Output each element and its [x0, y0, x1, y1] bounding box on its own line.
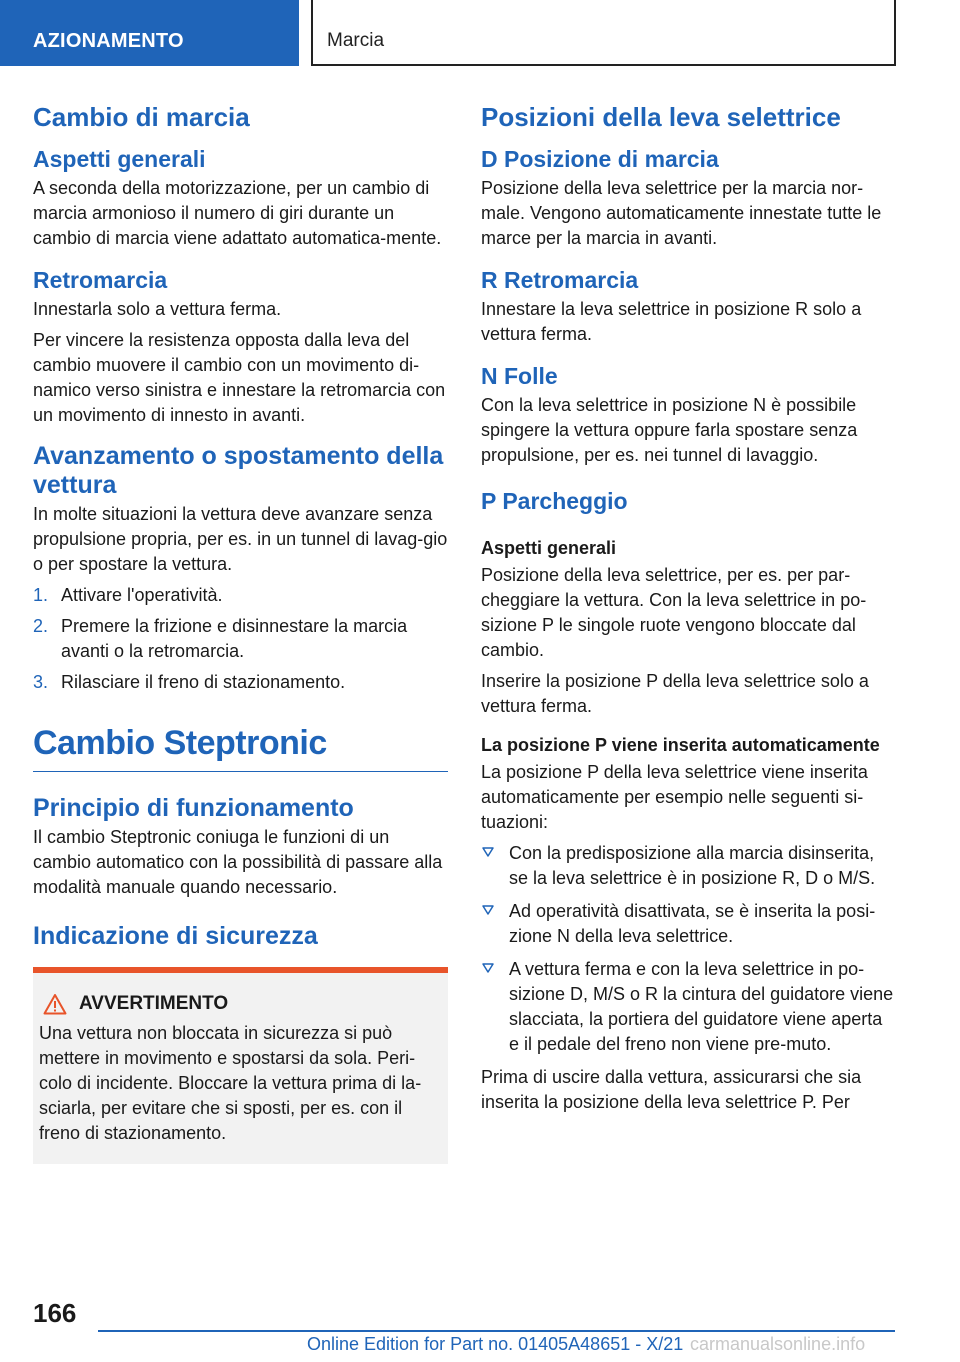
- chapter-title-steptronic: Cambio Steptronic: [33, 721, 448, 772]
- page-number: 166: [33, 1298, 77, 1328]
- list-item: [33, 614, 448, 664]
- step-text: Premere la frizione e disinnestare la marcia avanti o la retromarcia.: [61, 616, 408, 661]
- triangle-bullet-icon: [481, 961, 495, 975]
- right-column: [481, 100, 896, 1121]
- paragraph-p-final: Prima di uscire dalla vettura, assicurarsi che sia inserita la posizione della leva selettrice P. Per: [481, 1067, 862, 1112]
- footer-watermark: carmanualsonline.info: [690, 1334, 866, 1354]
- page-header: [0, 0, 960, 66]
- bullet-text: Ad operatività disattivata, se è inserita la posi-zione N della leva selettrice.: [509, 901, 876, 946]
- paragraph-general: A seconda della motorizzazione, per un cambio di marcia armonioso il numero di giri durante un cambio di marcia viene adattato automatica-mente.: [33, 178, 442, 248]
- paragraph-position-n: Con la leva selettrice in posizione N è possibile spingere la vettura oppure farla spostare senza propulsione, per es. nei tunnel di lavaggio.: [481, 395, 858, 465]
- step-number: 1.: [33, 585, 49, 605]
- heading-safety: Indicazione di sicurezza: [33, 922, 318, 950]
- heading-general: Aspetti generali: [33, 146, 206, 172]
- situations-list: [481, 841, 896, 1057]
- section-tab: Marcia: [311, 0, 896, 66]
- heading-reverse: Retromarcia: [33, 267, 168, 293]
- warning-header: [39, 993, 440, 1015]
- list-item: [33, 583, 448, 608]
- heading-position-d: D Posizione di marcia: [481, 146, 719, 172]
- paragraph-principle: Il cambio Steptronic coniuga le funzioni di un cambio automatico con la possibilità di passare alla modalità manuale quando necessario.: [33, 827, 443, 897]
- heading-principle: Principio di funzionamento: [33, 794, 354, 822]
- paragraph-p-auto: La posizione P della leva selettrice viene inserita automaticamente per esempio nelle seguenti si-tuazioni:: [481, 762, 868, 832]
- heading-position-r: R Retromarcia: [481, 267, 639, 293]
- warning-box: [33, 967, 448, 1164]
- bullet-text: A vettura ferma e con la leva selettrice in po-sizione D, M/S o R la cintura del guidatore viene slacciata, la portiera del guidatore viene aperta e il pedale del freno non viene pre-muto.: [509, 959, 894, 1054]
- footer-divider: [98, 1330, 895, 1332]
- subheading-p-general: Aspetti generali: [481, 538, 617, 558]
- footer-edition: Online Edition for Part no. 01405A48651 - X/21: [307, 1334, 684, 1354]
- heading-position-n: N Folle: [481, 363, 558, 389]
- warning-text: Una vettura non bloccata in sicurezza si può mettere in movimento e spostarsi da sola. Peri-colo di incidente. Bloccare la vettura prima di la-sciarla, per evitare che si sposti, per es. con il freno di stazionamento.: [39, 1023, 422, 1143]
- paragraph-p-2: Inserire la posizione P della leva selettrice solo a vettura ferma.: [481, 671, 869, 716]
- paragraph-reverse-2: Per vincere la resistenza opposta dalla leva del cambio muovere il cambio con un movimento di-namico verso sinistra e innestare la retromarcia con un movimento di innesto in avanti.: [33, 330, 446, 425]
- triangle-bullet-icon: [481, 845, 495, 859]
- bullet-text: Con la predisposizione alla marcia disinserita, se la leva selettrice è in posizione R, D o M/S.: [509, 843, 876, 888]
- step-number: 2.: [33, 616, 49, 636]
- list-item: [33, 670, 448, 695]
- list-item: [481, 841, 896, 891]
- paragraph-position-r: Innestare la leva selettrice in posizione R solo a vettura ferma.: [481, 299, 862, 344]
- paragraph-reverse-1: Innestarla solo a vettura ferma.: [33, 299, 282, 319]
- subheading-p-auto: La posizione P viene inserita automaticamente: [481, 735, 880, 755]
- chapter-tab: AZIONAMENTO: [0, 0, 299, 66]
- paragraph-moving: In molte situazioni la vettura deve avanzare senza propulsione propria, per es. in un tunnel di lavag-gio o per spostare la vettura.: [33, 504, 448, 574]
- step-text: Rilasciare il freno di stazionamento.: [61, 672, 346, 692]
- triangle-bullet-icon: [481, 903, 495, 917]
- paragraph-position-d: Posizione della leva selettrice per la marcia nor-male. Vengono automaticamente innestate tutte le marce per la marcia in avanti.: [481, 178, 882, 248]
- heading-gear-change: Cambio di marcia: [33, 102, 250, 132]
- steps-list: [33, 583, 448, 695]
- heading-selector-positions: Posizioni della leva selettrice: [481, 102, 841, 132]
- list-item: [481, 957, 896, 1057]
- warning-label: AVVERTIMENTO: [79, 993, 229, 1014]
- heading-moving-vehicle: Avanzamento o spostamento della vettura: [33, 442, 444, 499]
- step-number: 3.: [33, 672, 49, 692]
- paragraph-p-1: Posizione della leva selettrice, per es. per par-cheggiare la vettura. Con la leva selettrice in po-sizione P le singole ruote vengono bloccate dal cambio.: [481, 565, 867, 660]
- warning-triangle-icon: [43, 993, 67, 1015]
- heading-position-p: P Parcheggio: [481, 488, 628, 514]
- list-item: [481, 899, 896, 949]
- left-column: [33, 100, 448, 1164]
- step-text: Attivare l'operatività.: [61, 585, 223, 605]
